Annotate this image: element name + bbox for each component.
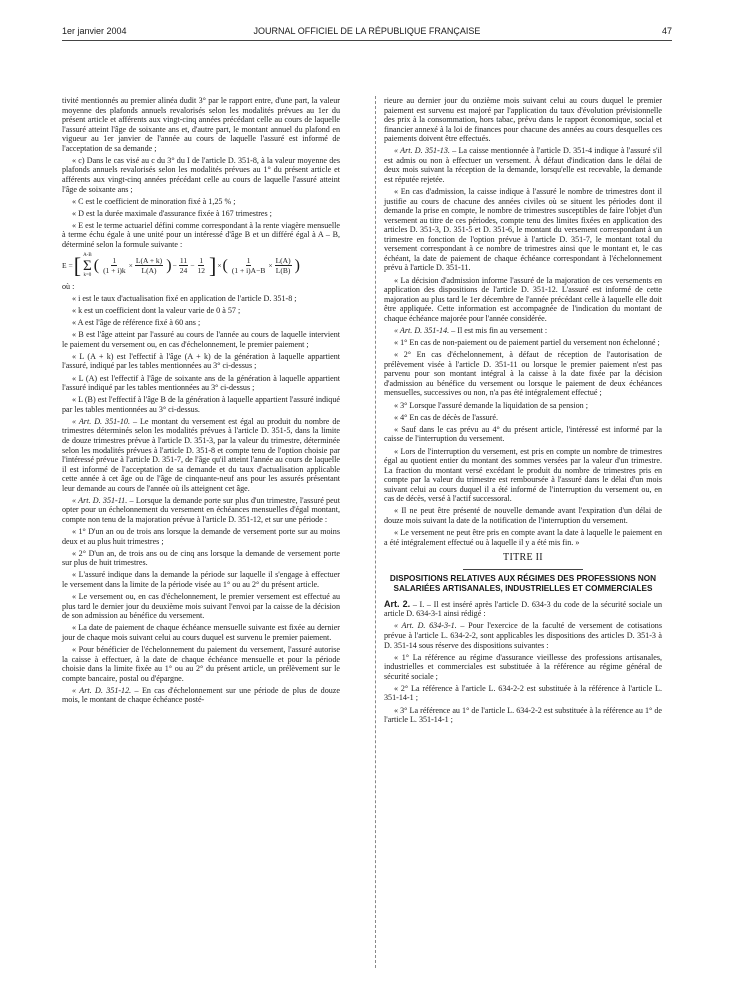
bracket-close: ] <box>208 252 217 278</box>
fraction: $\frac{1}{12}$ <box>197 256 205 276</box>
article-ref: « Art. D. 351-13. – <box>394 146 457 156</box>
paragraph-text: La caisse mentionnée à l'article D. 351-4 indique à l'assuré s'il est admis ou non à effectuer un versement. À défaut d'indication dans le délai de deux mois suivant la réception de la demande, lorsqu'elle est recevable, la demande est réputée rejetée. <box>384 146 662 184</box>
paragraph: « Il ne peut être présenté de nouvelle demande avant l'expiration d'un délai de douze mois suivant la date de la notification de l'interruption du versement. <box>384 506 662 525</box>
article-ref: « Art. D. 351-14. – <box>394 325 456 335</box>
paragraph <box>384 621 662 650</box>
header-title: JOURNAL OFFICIEL DE LA RÉPUBLIQUE FRANÇAISE <box>253 26 481 36</box>
article-ref: « Art. D. 351-11. – <box>72 495 134 505</box>
fraction: $\frac{L(A)}{L(B)}$ <box>275 256 291 276</box>
paragraph: « A est l'âge de référence fixé à 60 ans ; <box>72 318 201 327</box>
paragraph <box>62 417 340 493</box>
paragraph: « La décision d'admission informe l'assuré de la majoration de ces versements en application des dispositions de l'article D. 351-12. L'assuré est informé de cette majoration au plus tard le 1er décembre de l'année précédant celle à laquelle elle doit être appliquée. Cette information est accompagnée de l'indication du montant de chaque échéance majorée pour l'année considérée. <box>384 275 662 323</box>
paragraph-text: Lorsque la demande porte sur plus d'un trimestre, l'assuré peut opter pour un échelonnement du versement en échéances mensuelles d'égal montant, compte non tenu de la majoration prévue à l'article D. 351-12, et sur une période : <box>62 495 340 524</box>
page-header <box>62 26 672 40</box>
article-ref: « Art. D. 634-3-1. – <box>394 621 465 631</box>
column-divider <box>375 96 376 968</box>
paragraph: « Pour bénéficier de l'échelonnement du paiement du versement, l'assuré autorise la caisse à effectuer, à la date de chaque échéance mensuelle et pour la période choisie dans la limite fixée au 1° ou au 2° du présent article, un prélèvement sur le compte bancaire, postal ou d'épargne. <box>62 645 340 683</box>
paragraph: « 1° La référence au régime d'assurance vieillesse des professions artisanales, industrielles et commerciales est substituée à la référence au régime général de sécurité sociale ; <box>384 652 662 681</box>
paragraph: où : <box>62 281 75 291</box>
section-heading: DISPOSITIONS RELATIVES AUX RÉGIMES DES PROFESSIONS NON SALARIÉES ARTISANALES, INDUSTRIELLES ET COMMERCIALES <box>389 573 657 593</box>
paragraph: « L (B) est l'effectif à l'âge B de la génération à laquelle appartient l'assuré indiqué par les tables mentionnées au 3° ci-dessus. <box>62 395 340 414</box>
article-label: Art. 2. <box>384 598 411 609</box>
header-rule <box>62 40 672 41</box>
paragraph-text: – I. – Il est inséré après l'article D. 634-3 du code de la sécurité sociale un article D. 634-3-1 ainsi rédigé : <box>384 599 662 619</box>
paragraph: « 1° En cas de non-paiement ou de paiement partiel du versement non échelonné ; <box>394 338 660 348</box>
actuarial-formula <box>62 253 340 279</box>
article-ref: « Art. D. 351-12. – <box>72 685 139 695</box>
bracket-open: [ <box>73 252 82 278</box>
paragraph: « L (A) est l'effectif à l'âge de soixante ans de la génération à laquelle appartient l'assuré indiqué par les tables mentionnées au 3° ci-dessus ; <box>62 373 340 393</box>
paren-open: ( <box>222 256 228 274</box>
operator: − <box>190 261 195 271</box>
paragraph: « 3° La référence au 1° de l'article L. 634-2-2 est substituée à la référence au 1° de l'article L. 351-14-1 ; <box>384 705 662 725</box>
title-rule <box>463 569 583 570</box>
paragraph: rieure au dernier jour du onzième mois suivant celui au cours duquel le premier paiement est survenu est majoré par l'application du taux d'évolution prévisionnelle des prix à la consommation, hors tabac, prévu dans le rapport économique, social et financier annexé à la loi de finances pour chacune des années au cours desquelles ces paiements doivent être effectués. <box>384 96 662 144</box>
sum-symbol: A-B Σ k=0 <box>83 252 92 278</box>
left-column <box>62 96 340 708</box>
paragraph: « D est la durée maximale d'assurance fixée à 167 trimestres ; <box>72 208 272 218</box>
paren-close: ) <box>294 256 300 274</box>
paragraph-text: Le montant du versement est égal au produit du nombre de trimestres déterminés selon les modalités prévues à l'article D. 351-5, dans la limite de douze trimestres prévue à l'article D. 351-3, par la valeur du trimestre, déterminée selon les modalités prévues à l'article D. 351-8 et compte tenu de l'option choisie par l'intéressé prévue à l'article D. 351-7, de l'âge qu'il atteint l'année au cours de laquelle il est informé de l'acceptation de sa demande et du taux d'actualisation applicable cette année à cet âge ou de l'âge de cinquante-neuf ans pour les assurés présentant leur demande au cours de l'année où ils atteignent cet âge. <box>62 416 340 493</box>
paragraph <box>384 146 662 184</box>
header-date: 1er janvier 2004 <box>62 26 127 36</box>
paragraph-text: En cas d'échelonnement sur une période de plus de douze mois, le montant de chaque échéance posté- <box>62 685 340 705</box>
paragraph: « En cas d'admission, la caisse indique à l'assuré le nombre de trimestres dont il justifie au cours de chacune des années civiles où se situent les périodes dont il demande la prise en compte, le nombre de trimestres susceptibles de faire l'objet d'un versement au titre de ces périodes, compte tenu des limites fixées en application des articles D. 351-3, D. 351-5 et D. 351-6, le montant du versement correspondant à un trimestre en fonction de l'option prévue à l'article D. 351-7, le montant total du versement correspondant à ce nombre de trimestres ainsi que le montant et, le cas échéant, la date de paiement de chaque échéance correspondant à l'échelonnement prévu à l'article D. 351-11. <box>384 187 662 273</box>
paragraph <box>62 686 340 705</box>
paragraph: « i est le taux d'actualisation fixé en application de l'article D. 351-8 ; <box>72 293 297 303</box>
paragraph: « Lors de l'interruption du versement, est pris en compte un nombre de trimestres égal au quotient entier du montant des sommes versées par la valeur d'un trimestre. La fraction du montant versé excédant le produit du nombre de trimestres pris en compte par la valeur du trimestre est remboursée à l'assuré dans le délai d'un mois suivant celui au cours duquel il a été informé de l'interruption du versement ou, en cas de décès, versé à l'actif successoral. <box>384 446 662 504</box>
fraction: $\frac{L(A + k)}{L(A)}$ <box>135 256 163 276</box>
paragraph: « 1° D'un an ou de trois ans lorsque la demande de versement porte sur au moins deux et au plus huit trimestres ; <box>62 527 340 546</box>
paragraph: « Le versement ne peut être pris en compte avant la date à laquelle le paiement en a été intégralement effectué ou à laquelle il y a été mis fin. » <box>384 528 662 547</box>
paragraph <box>384 326 662 336</box>
section-title: TITRE II <box>503 552 543 564</box>
paragraph <box>62 496 340 525</box>
paragraph: « C est le coefficient de minoration fixé à 1,25 % ; <box>72 196 236 206</box>
paragraph: « E est le terme actuariel défini comme correspondant à la rente viagère mensuelle à terme échu égale à une unité pour un intéressé d'âge B et un différé égal à A – B, déterminé selon la formule suivante : <box>62 220 340 250</box>
right-column <box>384 96 662 727</box>
paragraph: « L (A + k) est l'effectif à l'âge (A + k) de la génération à laquelle appartient l'assuré, indiqué par les tables mentionnées au 3° ci-dessus ; <box>62 351 340 371</box>
paragraph-text: Il est mis fin au versement : <box>455 325 548 335</box>
paragraph: « 2° D'un an, de trois ans ou de cinq ans lorsque la demande de versement porte sur plus de huit trimestres. <box>62 548 340 568</box>
paragraph: tivité mentionnés au premier alinéa dudit 3° par le rapport entre, d'une part, la valeur moyenne des plafonds annuels revalorisés selon les modalités prévues au 1er du présent article et afférents aux vingt-cinq années précédant celle au cours de laquelle l'assuré atteint l'âge de soixante ans et, d'autre part, le montant annuel du plafond en vigueur au 1er janvier de l'année au cours de laquelle l'assuré est informé de l'acceptation de sa demande ; <box>62 96 340 153</box>
paragraph: « La date de paiement de chaque échéance mensuelle suivante est fixée au dernier jour de chaque mois suivant celui au cours duquel est survenu le premier paiement. <box>62 623 340 642</box>
paren-open: ( <box>93 256 100 274</box>
fraction: $\frac{11}{24}$ <box>179 256 188 276</box>
paragraph: « Le versement ou, en cas d'échelonnement, le premier versement est effectué au plus tard le dernier jour du deuxième mois suivant l'envoi par la caisse de la décision de son admission au bénéfice du versement. <box>62 592 340 621</box>
paragraph-text: Pour l'exercice de la faculté de versement de cotisations prévue à l'article L. 634-2-2, sont applicables les dispositions des articles D. 351-3 à D. 351-14 sous réserve des dispositions suivantes : <box>384 621 662 650</box>
paragraph: « L'assuré indique dans la demande la période sur laquelle il s'engage à effectuer le versement dans la limite de la période visée au 1° ou au 2° du présent article. <box>62 570 340 590</box>
paragraph: « 2° En cas d'échelonnement, à défaut de réception de l'autorisation de prélèvement visée à l'article D. 351-11 ou lorsque le premier paiement n'est pas parvenu pour son montant intégral à la caisse à la date fixée par la décision d'admission au bénéfice du versement ou lorsque le paiement de deux échéances mensuelles, successives ou non, n'a pas été intégralement effectué ; <box>384 350 662 398</box>
paragraph: « 3° Lorsque l'assuré demande la liquidation de sa pension ; <box>394 400 588 410</box>
operator: × <box>217 261 222 271</box>
fraction: $\frac{1}{(1 + i)A-B}$ <box>231 256 266 276</box>
operator: × <box>128 261 133 271</box>
paragraph: « c) Dans le cas visé au c du 3° du I de l'article D. 351-8, à la valeur moyenne des plafonds annuels revalorisés selon les modalités prévues au 1° du présent article et afférents aux vingt-cinq années précédant celle au cours de laquelle l'assuré atteint l'âge de soixante ans ; <box>62 155 340 194</box>
sum-top: A-B <box>83 252 92 258</box>
paragraph <box>384 600 662 619</box>
page-number: 47 <box>661 26 672 36</box>
paren-close: ) <box>166 256 172 274</box>
sum-bottom: k=0 <box>83 272 92 278</box>
paragraph: « 2° La référence à l'article L. 634-2-2 est substituée à la référence à l'article L. 351-14-1 ; <box>384 683 662 703</box>
paragraph: « Sauf dans le cas prévu au 4° du présent article, l'intéressé est informé par la caisse de l'interruption du versement. <box>384 424 662 444</box>
operator: − <box>172 261 177 271</box>
paragraph: « 4° En cas de décès de l'assuré. <box>394 412 499 422</box>
operator: × <box>268 261 273 271</box>
article-ref: « Art. D. 351-10. – <box>72 416 137 426</box>
formula-lhs: E = <box>62 261 73 271</box>
paragraph: « B est l'âge atteint par l'assuré au cours de l'année au cours de laquelle intervient le paiement du versement ou, en cas d'échelonnement, le premier paiement ; <box>62 330 340 349</box>
fraction: $\frac{1}{(1 + i)k}$ <box>103 256 126 276</box>
paragraph: « k est un coefficient dont la valeur varie de 0 à 57 ; <box>72 305 241 315</box>
